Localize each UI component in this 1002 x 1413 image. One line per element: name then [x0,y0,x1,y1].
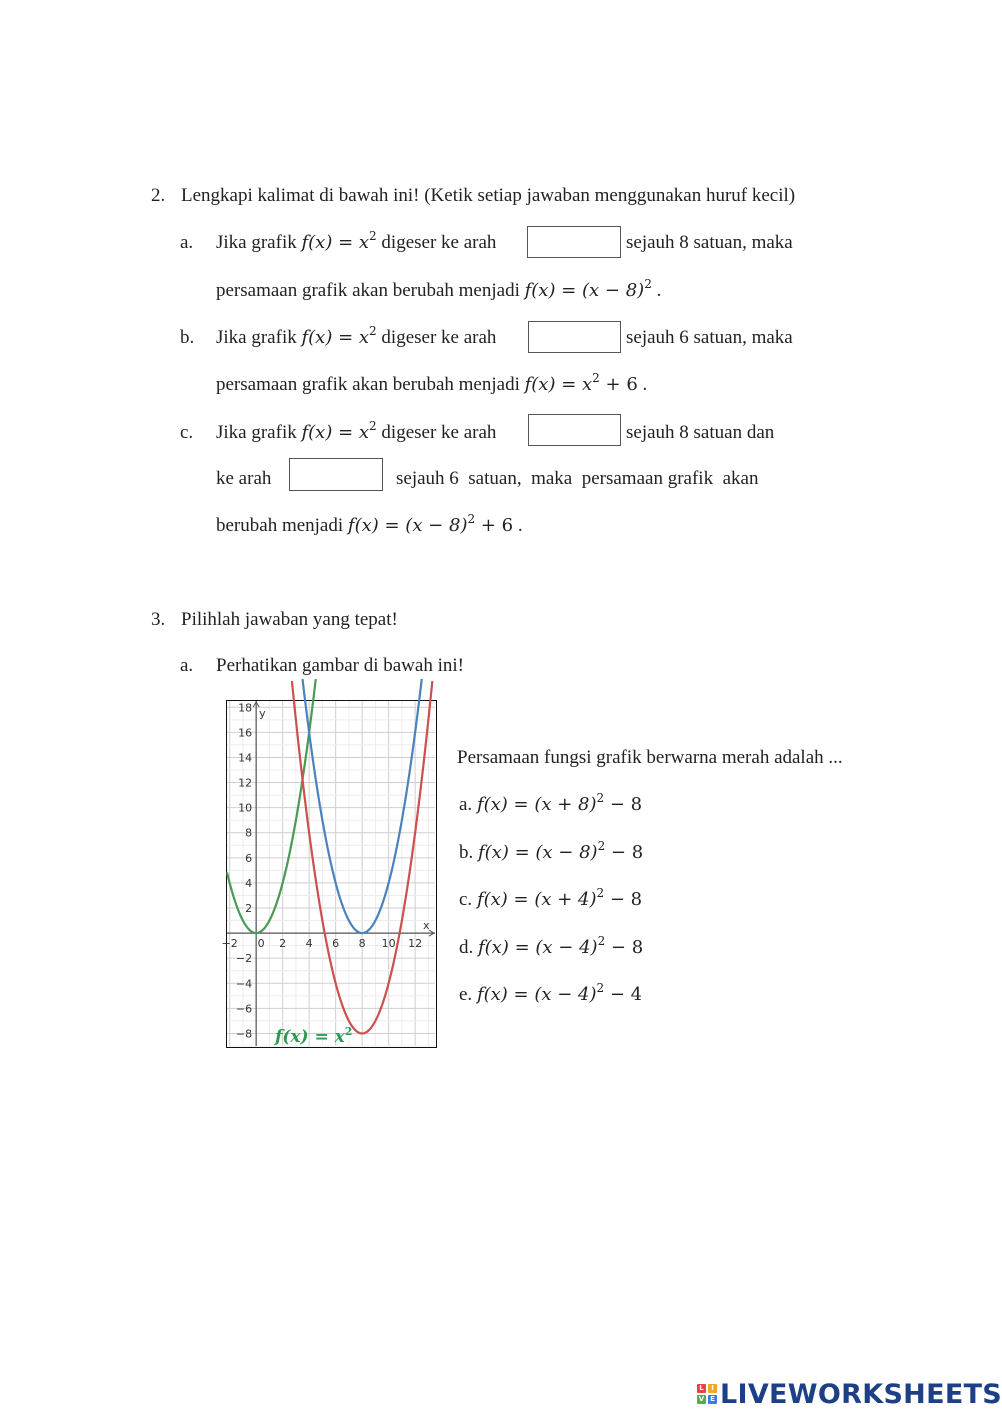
logo-cell: L [697,1384,706,1393]
option-expr-base: f(x) = (x + 4) [476,889,597,910]
q2b-result-b: + 6 [599,374,638,395]
q2c-line1 [216,421,496,445]
q2c-line3-pre: berubah menjadi [216,515,344,536]
answer-box-2b[interactable] [528,321,621,353]
x-tick-label: 8 [358,937,366,951]
option-expr-tail: − 8 [605,842,644,863]
logo-cell: V [698,1395,705,1403]
q2a-result-exp: 2 [644,277,652,291]
q2c-result-exp: 2 [467,512,476,526]
y-tick-label: 14 [238,751,253,765]
option-expr [476,791,643,815]
q2c-func-exp: 2 [369,419,377,433]
grid-lines [227,701,435,1046]
function-graph [221,700,437,1048]
q2a-end: . [656,280,662,301]
q2b-mid: digeser ke arah [381,327,497,348]
option-expr-tail: − 8 [605,937,644,958]
option-expr-base: f(x) = (x + 8) [476,794,597,815]
y-tick-label: 2 [245,902,253,915]
q2c-result-a: f(x) = (x − 8) [347,515,468,536]
answer-input-2b[interactable] [529,322,620,352]
graph-svg [221,701,435,1046]
x-axis-label: x [423,919,430,933]
q2c-end: . [517,515,523,536]
q2b-pre: Jika grafik [216,327,297,348]
option-letter: a. [459,794,473,815]
option-expr [478,934,644,958]
q2b-post: sejauh 6 satuan, maka [626,327,793,348]
x-tick-label: 10 [381,937,396,951]
q2c-func [301,419,377,443]
option-expr-exp: 2 [597,839,606,853]
q2c-func-text: f(x) = x [301,422,370,443]
answer-box-2a[interactable] [527,226,621,258]
logo-cell: I [708,1384,717,1393]
q2b-line2 [216,373,647,397]
q2b-end: . [642,374,648,395]
logo-grid-icon [697,1384,717,1404]
x-tick-label: 2 [279,937,287,951]
q3a-letter: a. [180,655,194,676]
q2-number: 2. [151,185,166,206]
x-tick-label: 12 [408,937,423,951]
option-letter: d. [459,937,474,958]
q2c-letter: c. [180,422,194,443]
q2b-result-exp: 2 [592,371,600,385]
y-tick-label: −6 [235,1002,253,1016]
option-expr-base: f(x) = (x − 4) [478,937,598,958]
option-expr-exp: 2 [596,791,605,805]
option-e[interactable] [459,983,642,1007]
q2a-line1 [216,231,496,255]
q3a-text: Perhatikan gambar di bawah ini! [216,655,464,676]
q2c-post: sejauh 8 satuan dan [626,422,775,443]
option-expr [476,886,643,910]
green-curve-label [275,1027,352,1047]
option-letter: c. [459,889,473,910]
y-tick-label: 18 [238,701,253,715]
option-c[interactable] [459,888,642,912]
y-tick-label: −2 [235,952,253,966]
q2b-func-exp: 2 [369,324,377,338]
q3-number: 3. [151,609,166,630]
answer-input-2c-1[interactable] [529,415,620,445]
q2c-line3 [216,514,523,538]
option-expr-tail: − 4 [604,984,643,1005]
option-expr [478,839,644,863]
x-tick-label: 4 [305,937,313,951]
option-letter: e. [459,984,473,1005]
q2a-line2 [216,279,661,303]
q2b-func [301,324,377,348]
tick-labels [222,701,430,1040]
y-tick-label: 6 [245,851,253,865]
q2c-pre: Jika grafik [216,422,297,443]
y-tick-label: 12 [238,776,253,790]
q2a-result [524,277,652,301]
liveworksheets-logo [697,1378,1002,1410]
q3-instruction: Pilihlah jawaban yang tepat! [181,609,398,630]
logo-text: LIVEWORKSHEETS [720,1378,1002,1410]
answer-input-2c-2[interactable] [290,459,382,490]
option-d[interactable] [459,936,643,960]
q2a-func [301,229,377,253]
q2c-result [347,512,514,536]
option-expr-base: f(x) = (x − 4) [476,984,597,1005]
option-expr-exp: 2 [597,934,606,948]
q2-instruction: Lengkapi kalimat di bawah ini! (Ketik setiap jawaban menggunakan huruf kecil) [181,185,796,206]
q2c-mid: digeser ke arah [381,422,497,443]
q2a-func-exp: 2 [369,229,377,243]
y-tick-label: −8 [235,1027,253,1041]
q2b-func-text: f(x) = x [301,327,370,348]
q2a-mid: digeser ke arah [381,232,497,253]
x-tick-label: 6 [332,937,340,951]
q2c-line2-pre: ke arah [216,468,272,489]
answer-input-2a[interactable] [528,227,620,257]
y-axis-label: y [259,707,266,720]
x-tick-label: −2 [221,937,238,951]
y-tick-label: 16 [238,726,253,740]
q2b-line2-pre: persamaan grafik akan berubah menjadi [216,374,520,395]
option-b[interactable] [459,841,643,865]
option-expr-exp: 2 [596,886,605,900]
option-expr [476,981,643,1005]
q2b-result [524,371,638,395]
option-expr-base: f(x) = (x − 8) [478,842,598,863]
option-expr-tail: − 8 [604,794,643,815]
q2a-line2-pre: persamaan grafik akan berubah menjadi [216,280,520,301]
x-tick-label: 0 [257,937,265,951]
logo-cell: E [708,1395,717,1404]
option-expr-exp: 2 [596,981,605,995]
y-tick-label: −4 [235,977,253,991]
q3-question: Persamaan fungsi grafik berwarna merah adalah ... [457,747,843,768]
q2c-line2-post: sejauh 6 satuan, maka persamaan grafik akan [396,468,759,489]
y-tick-label: 8 [245,826,253,840]
q2a-letter: a. [180,232,194,253]
q2a-post: sejauh 8 satuan, maka [626,232,793,253]
q2c-result-b: + 6 [475,515,514,536]
green-label-text: f(x) = x [275,1027,345,1047]
answer-box-2c-2[interactable] [289,458,383,491]
axes [227,701,435,1046]
y-tick-label: 4 [245,876,253,890]
answer-box-2c-1[interactable] [528,414,621,446]
q2b-line1 [216,326,496,350]
option-expr-tail: − 8 [604,889,643,910]
q2b-letter: b. [180,327,195,348]
q2a-pre: Jika grafik [216,232,297,253]
green-label-exp: 2 [344,1025,353,1038]
q2b-result-a: f(x) = x [524,374,593,395]
option-a[interactable] [459,793,642,817]
y-tick-label: 10 [238,801,253,815]
q2a-result-text: f(x) = (x − 8) [524,280,645,301]
q2a-func-text: f(x) = x [301,232,370,253]
option-letter: b. [459,842,474,863]
